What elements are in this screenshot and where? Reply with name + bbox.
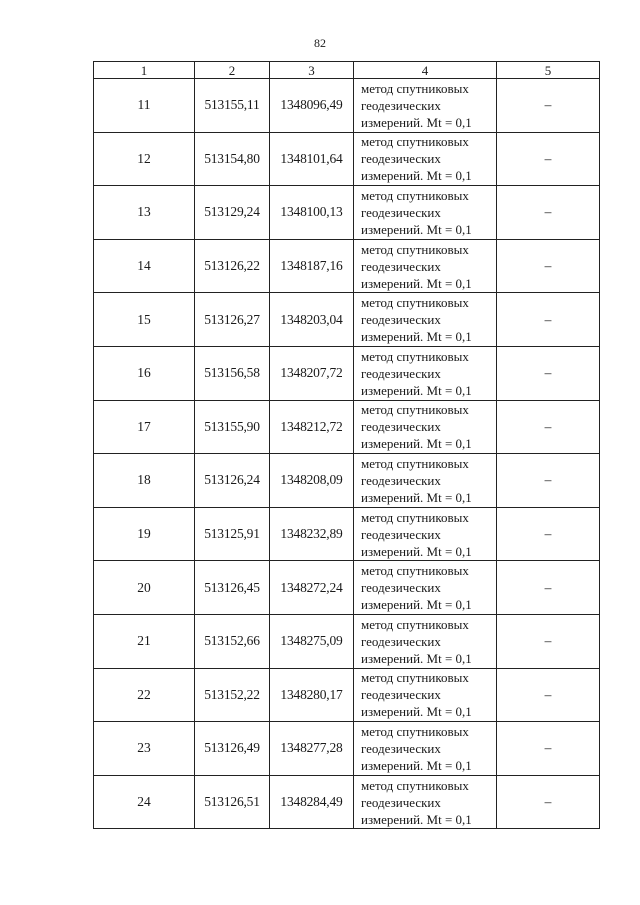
point-number: 11 <box>94 79 195 133</box>
table-row <box>94 507 600 561</box>
table-row <box>94 239 600 293</box>
method-line-1: метод спутниковых <box>361 777 469 793</box>
method-description <box>354 775 497 829</box>
table-row <box>94 668 600 722</box>
table-row <box>94 775 600 829</box>
method-line-3: измерений. Mt = 0,1 <box>361 811 472 827</box>
method-line-2: геодезических <box>361 526 441 542</box>
method-description <box>354 346 497 400</box>
method-line-3: измерений. Mt = 0,1 <box>361 757 472 773</box>
table-row <box>94 132 600 186</box>
table-row <box>94 722 600 776</box>
header-col-5: 5 <box>497 62 600 79</box>
point-number: 18 <box>94 454 195 508</box>
coordinate-x: 513126,51 <box>195 775 270 829</box>
point-number: 17 <box>94 400 195 454</box>
method-line-1: метод спутниковых <box>361 80 469 96</box>
method-line-2: геодезических <box>361 687 441 703</box>
method-description <box>354 614 497 668</box>
method-line-3: измерений. Mt = 0,1 <box>361 168 472 184</box>
method-description <box>354 454 497 508</box>
header-col-4: 4 <box>354 62 497 79</box>
note-dash: – <box>497 722 600 776</box>
note-dash: – <box>497 454 600 508</box>
method-line-3: измерений. Mt = 0,1 <box>361 489 472 505</box>
coordinate-x: 513152,22 <box>195 668 270 722</box>
note-dash: – <box>497 346 600 400</box>
coordinate-y: 1348284,49 <box>270 775 354 829</box>
coordinate-x: 513126,45 <box>195 561 270 615</box>
method-line-1: метод спутниковых <box>361 134 469 150</box>
method-description <box>354 722 497 776</box>
note-dash: – <box>497 186 600 240</box>
method-line-3: измерений. Mt = 0,1 <box>361 543 472 559</box>
coordinate-x: 513155,90 <box>195 400 270 454</box>
method-line-1: метод спутниковых <box>361 295 469 311</box>
note-dash: – <box>497 132 600 186</box>
point-number: 20 <box>94 561 195 615</box>
table-row <box>94 400 600 454</box>
method-line-3: измерений. Mt = 0,1 <box>361 221 472 237</box>
method-description <box>354 239 497 293</box>
point-number: 23 <box>94 722 195 776</box>
point-number: 13 <box>94 186 195 240</box>
note-dash: – <box>497 507 600 561</box>
note-dash: – <box>497 614 600 668</box>
page-number: 82 <box>314 36 326 50</box>
note-dash: – <box>497 239 600 293</box>
method-line-1: метод спутниковых <box>361 723 469 739</box>
coordinate-x: 513155,11 <box>195 79 270 133</box>
note-dash: – <box>497 775 600 829</box>
method-line-1: метод спутниковых <box>361 402 469 418</box>
coordinate-y: 1348212,72 <box>270 400 354 454</box>
method-line-3: измерений. Mt = 0,1 <box>361 597 472 613</box>
header-col-3: 3 <box>270 62 354 79</box>
method-line-1: метод спутниковых <box>361 187 469 203</box>
coordinate-y: 1348100,13 <box>270 186 354 240</box>
method-description <box>354 668 497 722</box>
coordinate-y: 1348277,28 <box>270 722 354 776</box>
coordinate-x: 513154,80 <box>195 132 270 186</box>
coordinate-x: 513126,24 <box>195 454 270 508</box>
table-row <box>94 346 600 400</box>
method-line-2: геодезических <box>361 97 441 113</box>
method-line-2: геодезических <box>361 312 441 328</box>
table-row <box>94 293 600 347</box>
coordinates-table <box>93 61 600 829</box>
method-line-1: метод спутниковых <box>361 241 469 257</box>
point-number: 24 <box>94 775 195 829</box>
table-header-row <box>94 62 600 79</box>
method-line-3: измерений. Mt = 0,1 <box>361 704 472 720</box>
method-description <box>354 400 497 454</box>
method-line-3: измерений. Mt = 0,1 <box>361 382 472 398</box>
method-description <box>354 132 497 186</box>
method-line-3: измерений. Mt = 0,1 <box>361 114 472 130</box>
point-number: 16 <box>94 346 195 400</box>
coordinate-y: 1348232,89 <box>270 507 354 561</box>
coordinate-y: 1348203,04 <box>270 293 354 347</box>
method-line-3: измерений. Mt = 0,1 <box>361 650 472 666</box>
note-dash: – <box>497 561 600 615</box>
coordinate-x: 513126,22 <box>195 239 270 293</box>
method-line-2: геодезических <box>361 794 441 810</box>
coordinate-y: 1348101,64 <box>270 132 354 186</box>
coordinate-x: 513126,27 <box>195 293 270 347</box>
coordinate-y: 1348275,09 <box>270 614 354 668</box>
table-row <box>94 79 600 133</box>
point-number: 12 <box>94 132 195 186</box>
coordinate-x: 513156,58 <box>195 346 270 400</box>
point-number: 15 <box>94 293 195 347</box>
table-row <box>94 186 600 240</box>
method-description <box>354 561 497 615</box>
coordinate-x: 513125,91 <box>195 507 270 561</box>
method-line-1: метод спутниковых <box>361 670 469 686</box>
table-row <box>94 561 600 615</box>
method-line-1: метод спутниковых <box>361 563 469 579</box>
header-col-1: 1 <box>94 62 195 79</box>
note-dash: – <box>497 79 600 133</box>
method-line-2: геодезических <box>361 419 441 435</box>
coordinate-y: 1348207,72 <box>270 346 354 400</box>
coordinate-y: 1348272,24 <box>270 561 354 615</box>
method-line-2: геодезических <box>361 258 441 274</box>
table-body <box>94 79 600 829</box>
table-row <box>94 454 600 508</box>
method-line-2: геодезических <box>361 633 441 649</box>
coordinate-x: 513129,24 <box>195 186 270 240</box>
method-line-1: метод спутниковых <box>361 348 469 364</box>
point-number: 22 <box>94 668 195 722</box>
method-line-2: геодезических <box>361 365 441 381</box>
coordinate-y: 1348187,16 <box>270 239 354 293</box>
coordinate-y: 1348096,49 <box>270 79 354 133</box>
method-description <box>354 186 497 240</box>
note-dash: – <box>497 293 600 347</box>
method-line-2: геодезических <box>361 151 441 167</box>
point-number: 19 <box>94 507 195 561</box>
method-line-3: измерений. Mt = 0,1 <box>361 329 472 345</box>
note-dash: – <box>497 668 600 722</box>
method-line-2: геодезических <box>361 740 441 756</box>
method-line-2: геодезических <box>361 580 441 596</box>
method-line-2: геодезических <box>361 472 441 488</box>
method-line-1: метод спутниковых <box>361 509 469 525</box>
method-line-2: геодезических <box>361 204 441 220</box>
point-number: 21 <box>94 614 195 668</box>
coordinate-x: 513126,49 <box>195 722 270 776</box>
method-line-1: метод спутниковых <box>361 616 469 632</box>
coordinate-x: 513152,66 <box>195 614 270 668</box>
method-line-1: метод спутниковых <box>361 455 469 471</box>
method-line-3: измерений. Mt = 0,1 <box>361 275 472 291</box>
coordinate-y: 1348280,17 <box>270 668 354 722</box>
note-dash: – <box>497 400 600 454</box>
coordinate-y: 1348208,09 <box>270 454 354 508</box>
method-description <box>354 293 497 347</box>
method-line-3: измерений. Mt = 0,1 <box>361 436 472 452</box>
header-col-2: 2 <box>195 62 270 79</box>
table-row <box>94 614 600 668</box>
method-description <box>354 507 497 561</box>
point-number: 14 <box>94 239 195 293</box>
method-description <box>354 79 497 133</box>
